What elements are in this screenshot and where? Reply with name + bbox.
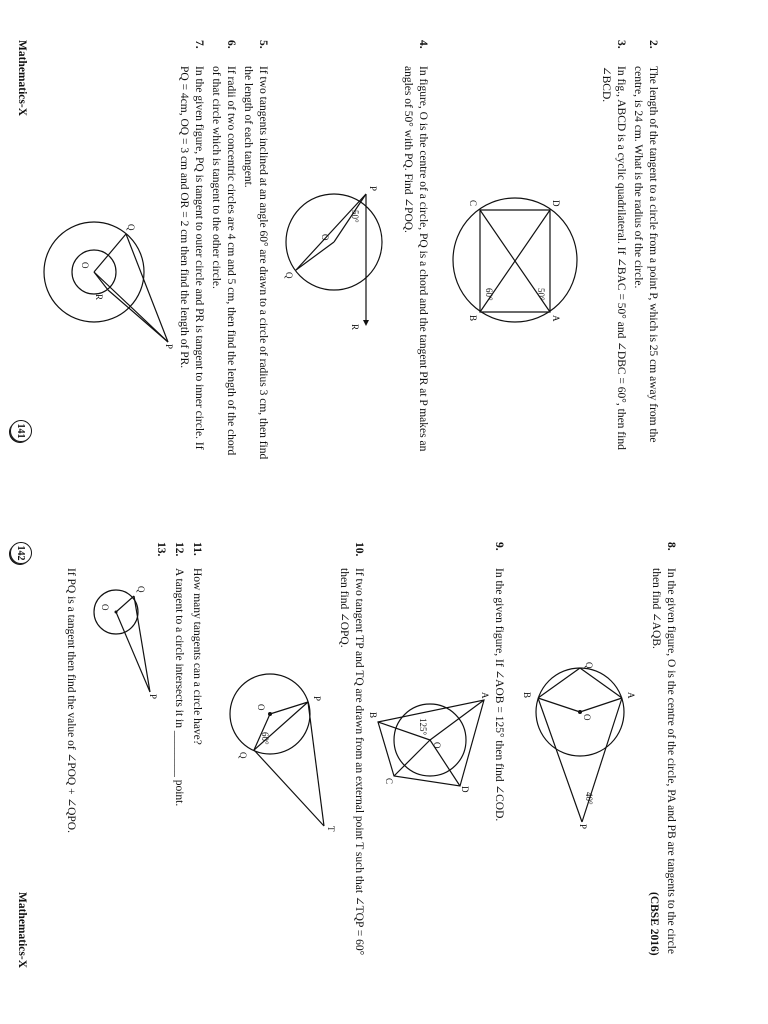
question-13-text xyxy=(63,568,78,948)
question-text: In fig., ABCD is a cyclic quadrilateral. If ∠BAC = 50° and ∠DBC = 60°, then find ∠BCD. xyxy=(600,66,627,450)
question-number: 3. xyxy=(615,40,627,49)
question-text: A tangent to a circle intersects it in ________ point. xyxy=(173,568,185,807)
question-10 xyxy=(336,542,366,962)
question-text: If two tangent TP and TQ are drawn from an external point T such that ∠TQP = 60° then find ∠OPQ. xyxy=(338,568,365,956)
footer-title: Mathematics-X xyxy=(16,40,28,117)
label-A: A xyxy=(551,315,561,322)
source-tag: (CBSE 2016) xyxy=(648,892,660,956)
question-text: In the given figure, O is the centre of the circle, PA and PB are tangents to the circle then find ∠AQB. xyxy=(650,568,677,954)
question-7 xyxy=(176,40,206,460)
figure-cyclic-quadrilateral xyxy=(440,180,590,340)
label-A: A xyxy=(480,692,490,699)
label-T: T xyxy=(326,826,336,832)
question-4 xyxy=(400,40,430,460)
page-142 xyxy=(0,512,768,1024)
label-P: P xyxy=(148,694,158,700)
label-Q: Q xyxy=(284,272,294,279)
question-number: 10. xyxy=(353,542,365,557)
figure-tangent-pq xyxy=(86,572,156,702)
angle-label: 40° xyxy=(584,792,594,805)
question-number: 12. xyxy=(173,542,185,557)
label-P: P xyxy=(312,696,322,702)
question-number: 13. xyxy=(155,542,167,557)
question-number: 2. xyxy=(647,40,659,49)
question-number: 5. xyxy=(257,40,269,49)
label-B: B xyxy=(468,315,478,322)
figure-tangents-pa-pb xyxy=(518,662,638,832)
label-P: P xyxy=(368,186,378,192)
label-D: D xyxy=(460,786,470,793)
page-number-badge: 142 xyxy=(10,542,32,564)
label-B: B xyxy=(368,712,378,719)
figure-tangents-tp-tq xyxy=(222,662,336,832)
question-number: 11. xyxy=(191,542,203,556)
label-C: C xyxy=(384,778,394,785)
label-P: P xyxy=(578,824,588,830)
question-3 xyxy=(598,40,628,460)
angle-label: 60° xyxy=(260,732,270,745)
angle-label: 125° xyxy=(418,718,428,736)
angle-label-2: 60° xyxy=(484,288,494,301)
question-6 xyxy=(208,40,238,460)
question-text: In figure, O is the centre of a circle, PQ is a chord and the tangent PR at P makes an angles of 50° with PQ. Find ∠POQ. xyxy=(402,66,429,452)
figure-chord-tangent xyxy=(276,180,396,330)
figure-circumscribed-quadrilateral xyxy=(370,692,490,792)
question-9 xyxy=(491,542,506,962)
question-text: If two tangents inclined at an angle 60° are drawn to a circle of radius 3 cm, then find the length of each tangent. xyxy=(242,66,269,460)
label-O: O xyxy=(100,604,110,611)
label-R: R xyxy=(350,324,360,331)
question-12 xyxy=(171,542,186,962)
label-O: O xyxy=(320,234,330,241)
page-number-badge: 141 xyxy=(10,420,32,442)
label-Q: Q xyxy=(136,586,146,593)
angle-label-1: 50° xyxy=(536,288,546,301)
question-number: 8. xyxy=(665,542,677,551)
angle-label: 50° xyxy=(350,210,360,223)
question-text: In the given figure, If ∠AOB = 125° then find ∠COD. xyxy=(493,568,505,822)
label-R: R xyxy=(94,294,104,301)
question-number: 6. xyxy=(225,40,237,49)
label-O: O xyxy=(80,262,90,269)
label-Q: Q xyxy=(126,224,136,231)
question-text: If radii of two concentric circles are 4 cm and 5 cm, then find the length of the chord of that circle which is tangent to the other circle. xyxy=(210,66,237,456)
footer-title: Mathematics-X xyxy=(16,892,28,969)
question-5 xyxy=(240,40,270,460)
label-O: O xyxy=(582,714,592,721)
label-Q: Q xyxy=(238,752,248,759)
label-O: O xyxy=(256,704,266,711)
question-text: In the given figure, PQ is tangent to outer circle and PR is tangent to inner circle. If PQ = 4cm, OQ = 3 cm and OR = 2 cm then find the length of PR. xyxy=(178,66,205,450)
question-text: The length of the tangent to a circle from a point P, which is 25 cm away from the centre, is 24 cm. What is the radius of the circle. xyxy=(632,66,659,443)
label-A: A xyxy=(626,692,636,699)
question-number: 7. xyxy=(193,40,205,49)
label-P: P xyxy=(164,344,174,350)
label-O: O xyxy=(432,742,442,749)
question-11 xyxy=(189,542,204,962)
label-D: D xyxy=(551,200,561,207)
label-C: C xyxy=(468,200,478,207)
label-Q: Q xyxy=(584,662,594,669)
figure-concentric-circles xyxy=(32,210,172,350)
label-B: B xyxy=(522,692,532,699)
question-number: 4. xyxy=(417,40,429,49)
question-2 xyxy=(630,40,660,460)
question-number: 9. xyxy=(493,542,505,551)
question-text: If PQ is a tangent then find the value of ∠POQ + ∠QPO. xyxy=(65,568,77,833)
question-text: How many tangents can a circle have? xyxy=(191,568,203,745)
